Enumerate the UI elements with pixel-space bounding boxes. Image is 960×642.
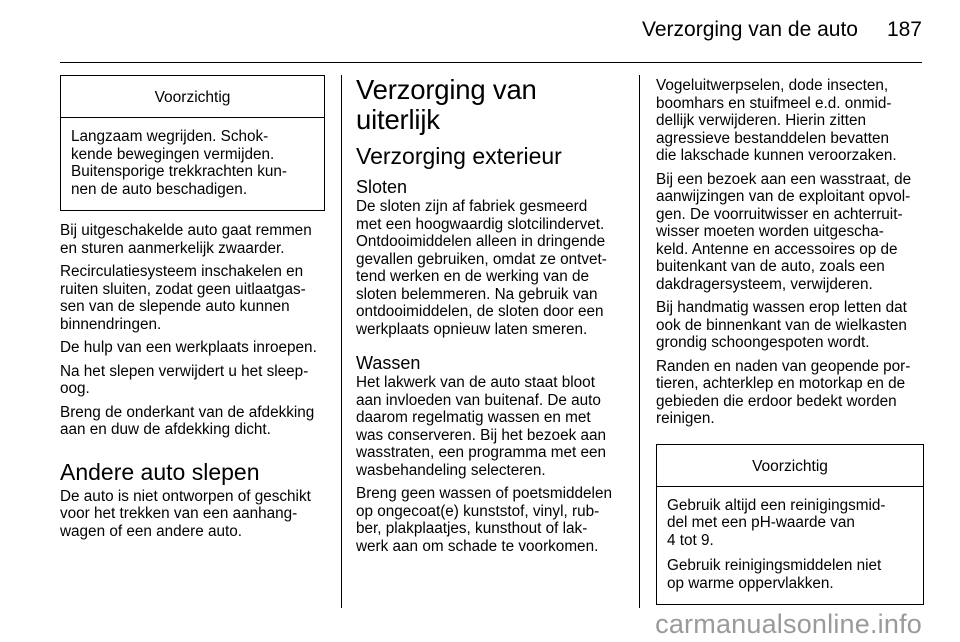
caution-box bbox=[656, 444, 924, 606]
paragraph: De auto is niet ontworpen of geschikt voor het trekken van een aanhang- wagen of een andere auto. bbox=[60, 487, 311, 540]
column-divider bbox=[639, 75, 640, 608]
paragraph: De sloten zijn af fabriek gesmeerd met een hoogwaardig slotcilindervet. Ontdooimiddelen alleen in dringende gevallen gebruiken, omdat ze ontvet- tend werken en de werking van de sloten belemmeren. Na gebruik van ontdooimiddelen, de sloten door een werkplaats opnieuw laten smeren. bbox=[356, 198, 607, 338]
section-heading: Andere auto slepen bbox=[60, 458, 260, 485]
subsection-heading: Wassen bbox=[356, 353, 421, 373]
paragraph: Na het slepen verwijdert u het sleep- oog. bbox=[60, 362, 309, 397]
watermark-text: carmanualsonline.info bbox=[655, 609, 922, 639]
caution-body bbox=[61, 118, 324, 210]
paragraph: Breng geen wassen of poetsmiddelen op ongecoat(e) kunststof, vinyl, rub- ber, plakplaatjes, kunsthout of lak- werk aan om schade te voorkomen. bbox=[356, 485, 612, 555]
column-middle bbox=[356, 75, 622, 561]
paragraph: Randen en naden van geopende por- tieren, achterklep en motorkap en de gebieden die erdoor bedekt worden reinigen. bbox=[656, 357, 911, 427]
caution-text: Gebruik reinigingsmiddelen niet op warme oppervlakken. bbox=[667, 557, 882, 592]
paragraph: Recirculatiesysteem inschakelen en ruiten sluiten, zodat geen uitlaatgas- sen van de slepende auto kunnen binnendringen. bbox=[60, 263, 306, 333]
caution-body bbox=[657, 487, 923, 605]
paragraph: Breng de onderkant van de afdekking aan en duw de afdekking dicht. bbox=[60, 403, 315, 438]
caution-box bbox=[60, 75, 325, 211]
caution-title: Voorzichtig bbox=[61, 76, 324, 118]
paragraph: Bij handmatig wassen erop letten dat ook de binnenkant van de wielkasten grondig schoongespoten wordt. bbox=[656, 299, 907, 351]
paragraph: Bij een bezoek aan een wasstraat, de aanwijzingen van de exploitant opvol- gen. De voorruitwisser en achterruit- wisser moeten worden uitgescha- keld. Antenne en accessoires op de buitenkant van de auto, zoals een dakdragersysteem, verwijderen. bbox=[656, 170, 912, 293]
subsection-heading: Sloten bbox=[356, 177, 408, 197]
caution-title: Voorzichtig bbox=[657, 445, 923, 487]
running-title: Verzorging van de auto bbox=[642, 18, 858, 41]
paragraph: Bij uitgeschakelde auto gaat remmen en sturen aanmerkelijk zwaarder. bbox=[60, 222, 312, 257]
column-left bbox=[60, 75, 325, 546]
page-number: 187 bbox=[886, 18, 922, 41]
paragraph: Vogeluitwerpselen, dode insecten, boomhars en stuifmeel e.d. onmid- dellijk verwijderen. Hierin zitten agressieve bestanddelen bevatten die lakschade kunnen veroorzaken. bbox=[656, 77, 897, 164]
chapter-heading: Verzorging van uiterlijk bbox=[356, 74, 537, 135]
page-header bbox=[60, 0, 922, 63]
paragraph: De hulp van een werkplaats inroepen. bbox=[60, 339, 317, 356]
paragraph: Het lakwerk van de auto staat bloot aan invloeden van buitenaf. De auto daarom regelmatig wassen en met was conserveren. Bij het bezoek aan wasstraten, een programma met een wasbehandeling selecteren. bbox=[356, 374, 606, 479]
section-heading: Verzorging exterieur bbox=[356, 143, 562, 169]
column-right bbox=[656, 77, 924, 605]
column-divider bbox=[341, 75, 342, 608]
caution-text: Gebruik altijd een reinigingsmid- del met een pH-waarde van 4 tot 9. bbox=[667, 496, 886, 549]
caution-text: Langzaam wegrijden. Schok- kende bewegingen vermijden. Buitensporige trekkrachten kun- nen de auto beschadigen. bbox=[71, 128, 287, 198]
